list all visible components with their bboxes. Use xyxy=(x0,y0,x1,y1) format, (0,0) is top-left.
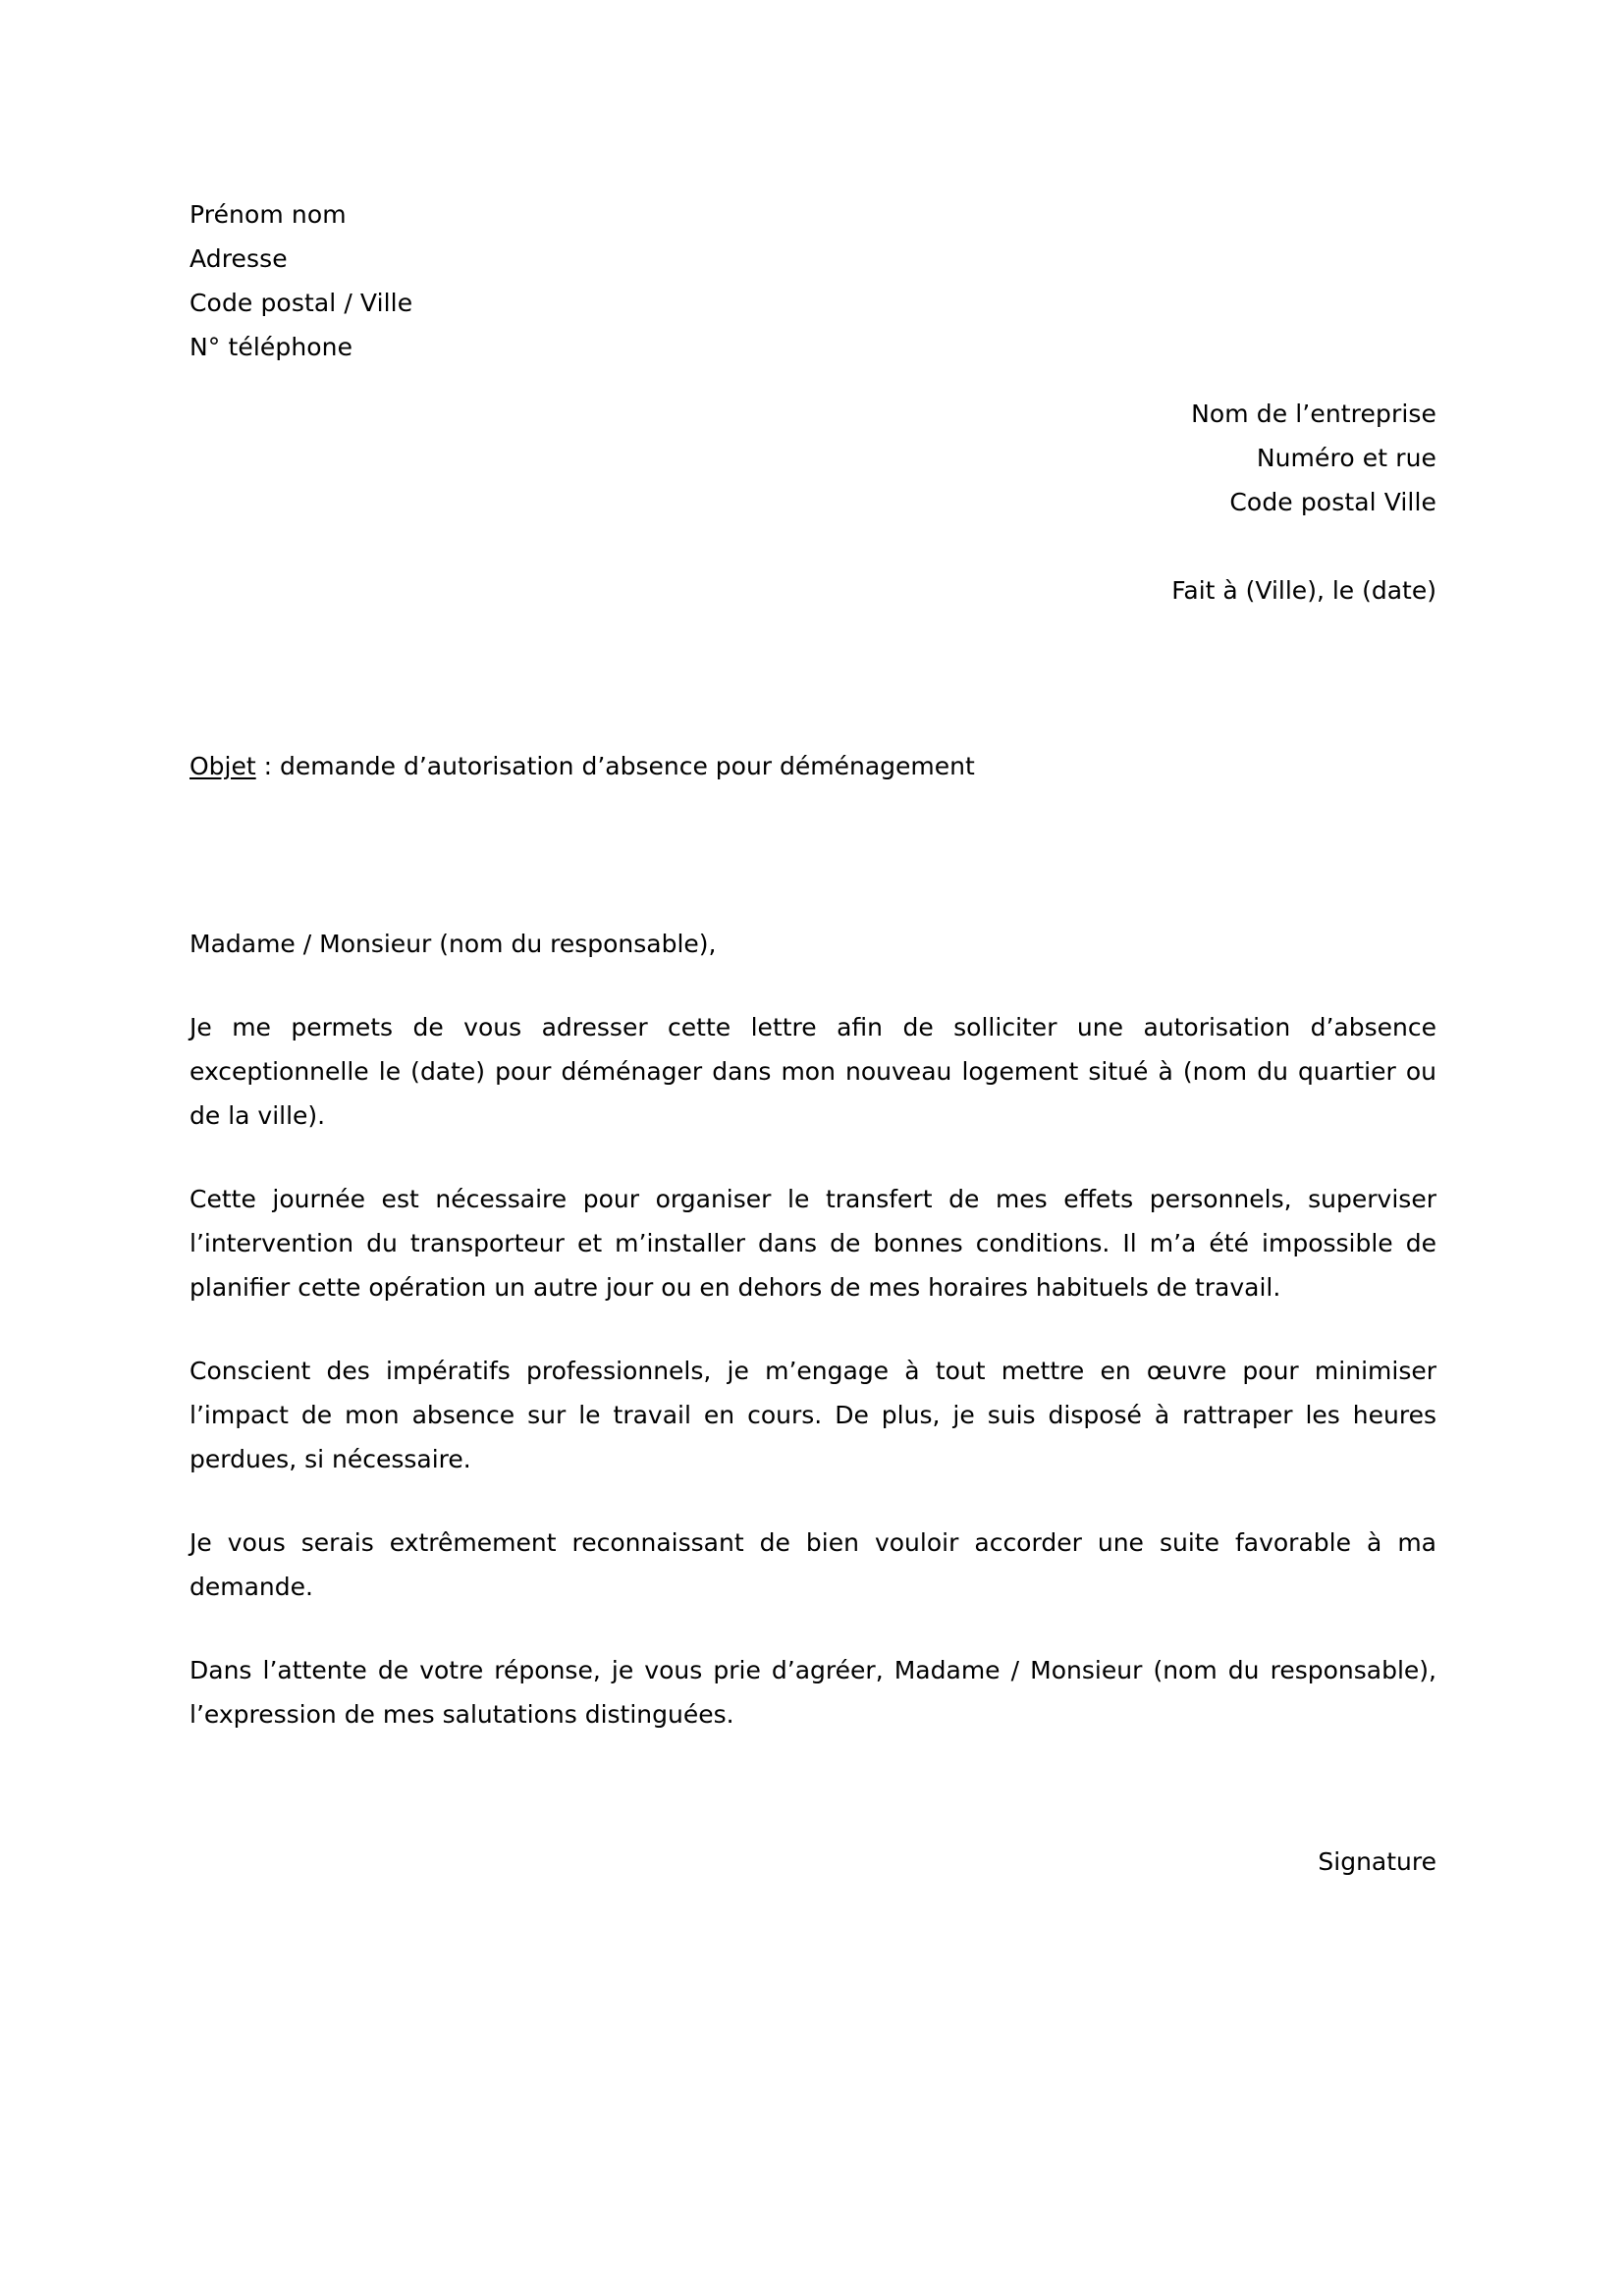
subject-line xyxy=(189,744,1436,788)
recipient-line-company: Nom de l’entreprise xyxy=(1191,400,1436,428)
subject-label: Objet xyxy=(189,752,256,780)
subject-text: demande d’autorisation d’absence pour déménagement xyxy=(280,752,975,780)
salutation: Madame / Monsieur (nom du responsable), xyxy=(189,930,717,958)
sender-line-phone: N° téléphone xyxy=(189,333,353,361)
paragraph-justification: Cette journée est nécessaire pour organiser le transfert de mes effets personnels, superviser l’intervention du transporteur et m’installer dans de bonnes conditions. Il m’a été impossible de planifier cette opération un autre jour ou en dehors de mes horaires habituels de travail. xyxy=(189,1185,1436,1302)
subject-separator: : xyxy=(255,752,281,780)
sender-line-name: Prénom nom xyxy=(189,200,347,229)
place-and-date: Fait à (Ville), le (date) xyxy=(1171,576,1436,605)
recipient-address-block xyxy=(189,392,1436,524)
sender-address-block xyxy=(189,192,1436,369)
paragraph-closing: Dans l’attente de votre réponse, je vous prie d’agréer, Madame / Monsieur (nom du responsable), l’expression de mes salutations distinguées. xyxy=(189,1656,1436,1729)
paragraph-appeal: Je vous serais extrêmement reconnaissant de bien vouloir accorder une suite favorable à ma demande. xyxy=(189,1528,1436,1601)
recipient-line-postal-city: Code postal Ville xyxy=(1229,488,1436,516)
paragraph-commitment: Conscient des impératifs professionnels, je m’engage à tout mettre en œuvre pour minimiser l’impact de mon absence sur le travail en cours. De plus, je suis disposé à rattraper les heures perdues, si nécessaire. xyxy=(189,1357,1436,1473)
sender-line-postal-city: Code postal / Ville xyxy=(189,289,413,317)
letter-body xyxy=(189,0,1436,1884)
sender-line-address: Adresse xyxy=(189,244,288,273)
paragraph-request: Je me permets de vous adresser cette lettre afin de solliciter une autorisation d’absence exceptionnelle le (date) pour déménager dans mon nouveau logement situé à (nom du quartier ou de la ville). xyxy=(189,1013,1436,1130)
signature-label: Signature xyxy=(1318,1847,1436,1876)
recipient-line-street: Numéro et rue xyxy=(1256,444,1436,472)
